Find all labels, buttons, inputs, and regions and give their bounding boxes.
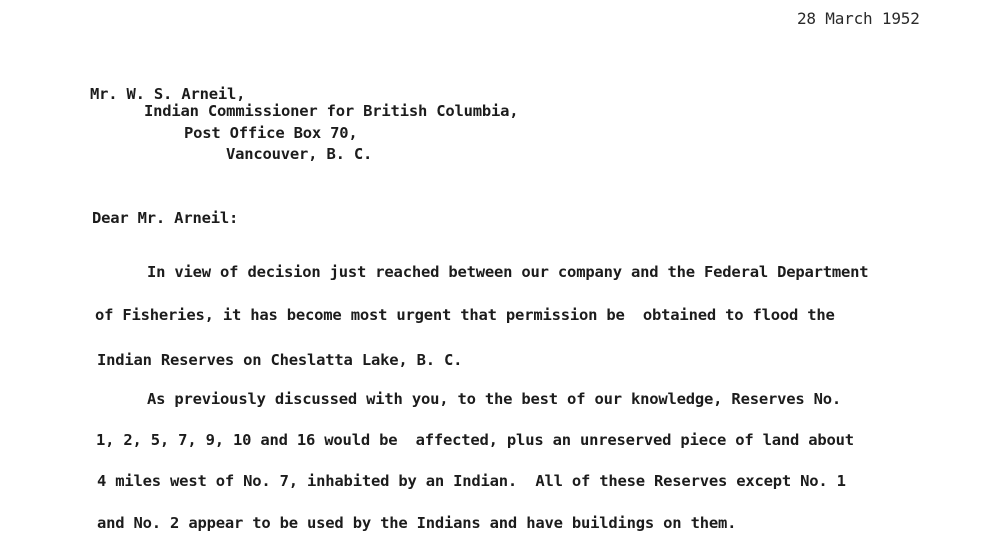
addressee-po-box: Post Office Box 70,: [184, 124, 358, 142]
paragraph-2-line-4: and No. 2 appear to be used by the Indians and have buildings on them.: [97, 514, 737, 532]
paragraph-1-line-1: In view of decision just reached between our company and the Federal Department: [147, 263, 869, 281]
paragraph-1-line-3: Indian Reserves on Cheslatta Lake, B. C.: [97, 351, 463, 369]
paragraph-2-line-2: 1, 2, 5, 7, 9, 10 and 16 would be affected, plus an unreserved piece of land about: [96, 431, 854, 449]
addressee-name: Mr. W. S. Arneil,: [90, 85, 246, 103]
addressee-title: Indian Commissioner for British Columbia,: [144, 102, 519, 120]
letter-date: 28 March 1952: [797, 9, 920, 28]
addressee-city: Vancouver, B. C.: [226, 145, 373, 163]
paragraph-2-line-3: 4 miles west of No. 7, inhabited by an Indian. All of these Reserves except No. 1: [97, 472, 846, 490]
paragraph-2-line-1: As previously discussed with you, to the best of our knowledge, Reserves No.: [147, 390, 842, 408]
salutation: Dear Mr. Arneil:: [92, 209, 239, 227]
paragraph-1-line-2: of Fisheries, it has become most urgent that permission be obtained to flood the: [95, 306, 835, 324]
